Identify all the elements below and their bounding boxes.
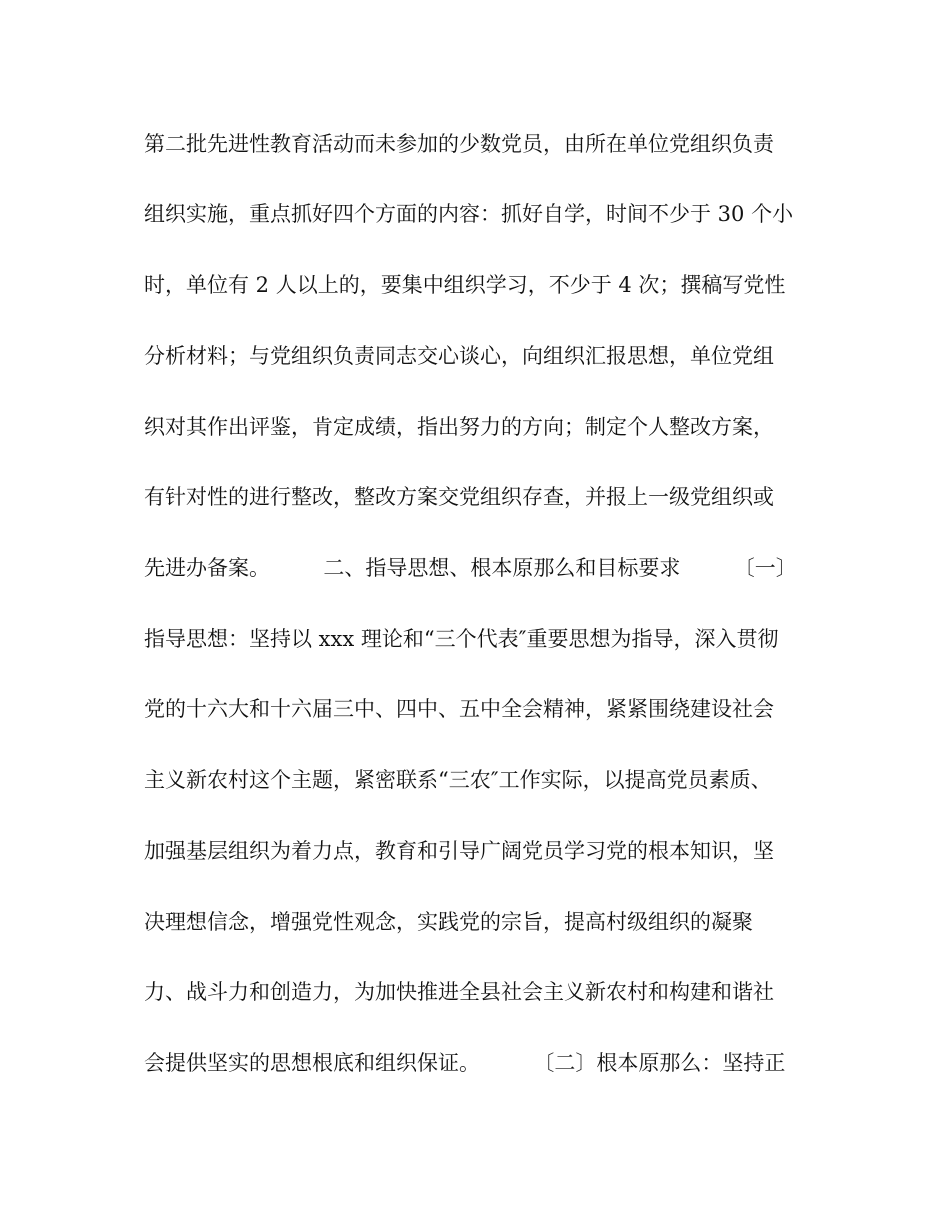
text-line: 加强基层组织为着力点，教育和引导广阔党员学习党的根本知识，坚 [144, 839, 774, 863]
text-line: 指导思想：坚持以 xxx 理论和“三个代表″重要思想为指导，深入贯彻 [144, 627, 779, 651]
text-line-section-heading: 先进办备案。 二、指导思想、根本原那么和目标要求 〔一〕 [144, 556, 797, 580]
text-line: 织对其作出评鉴，肯定成绩，指出努力的方向；制定个人整改方案， [144, 415, 774, 439]
text-line: 时，单位有 2 人以上的，要集中组织学习，不少于 4 次；撰稿写党性 [144, 273, 786, 297]
text-line: 分析材料；与党组织负责同志交心谈心，向组织汇报思想，单位党组 [144, 344, 774, 368]
text-line: 党的十六大和十六届三中、四中、五中全会精神，紧紧围绕建设社会 [144, 697, 774, 721]
text-line: 有针对性的进行整改，整改方案交党组织存查，并报上一级党组织或 [144, 485, 774, 509]
text-line: 主义新农村这个主题，紧密联系“三农″工作实际，以提高党员素质、 [144, 768, 772, 792]
text-line: 决理想信念，增强党性观念，实践党的宗旨，提高村级组织的凝聚 [144, 910, 753, 934]
text-line: 力、战斗力和创造力，为加快推进全县社会主义新农村和构建和谐社 [144, 980, 774, 1004]
text-line: 第二批先进性教育活动而未参加的少数党员，由所在单位党组织负责 [144, 132, 774, 156]
text-line-subsection: 会提供坚实的思想根底和组织保证。 〔二〕根本原那么：坚持正 [144, 1051, 786, 1075]
text-line: 组织实施，重点抓好四个方面的内容：抓好自学，时间不少于 30 个小 [144, 202, 794, 226]
